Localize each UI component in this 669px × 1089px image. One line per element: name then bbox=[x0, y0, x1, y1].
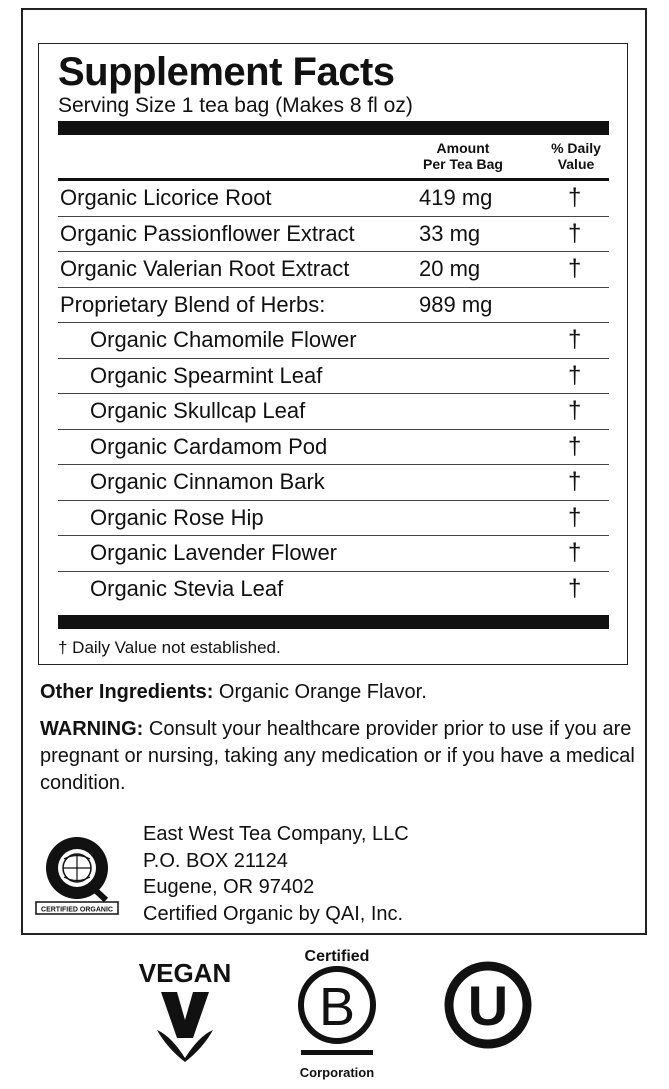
ingredient-name: Organic Valerian Root Extract bbox=[60, 256, 350, 281]
ingredient-name: Organic Cardamom Pod bbox=[90, 433, 328, 459]
ingredient-amount: 33 mg bbox=[419, 220, 481, 246]
company-address bbox=[143, 821, 409, 927]
vegan-label: VEGAN bbox=[138, 958, 232, 988]
certifier-line: Certified Organic by QAI, Inc. bbox=[143, 902, 404, 925]
ingredient-name: Proprietary Blend of Herbs: bbox=[60, 291, 326, 317]
daily-value-dagger: † bbox=[568, 184, 582, 211]
other-ingredients-text: Organic Orange Flavor. bbox=[213, 681, 427, 703]
warning-text: Consult your healthcare provider prior to use if you are pregnant or nursing, taking any medication or if you have a medical condition. bbox=[40, 718, 635, 794]
daily-value-dagger: † bbox=[568, 574, 582, 602]
daily-value-dagger: † bbox=[568, 219, 582, 247]
company-name: East West Tea Company, LLC bbox=[143, 823, 409, 845]
dv-header-line1: % Daily bbox=[551, 140, 601, 156]
daily-value-dagger: † bbox=[568, 468, 582, 495]
ingredient-amount: 20 mg bbox=[419, 256, 481, 281]
other-ingredients bbox=[40, 680, 640, 704]
table-row bbox=[58, 394, 609, 430]
supplement-facts-title: Supplement Facts bbox=[58, 50, 395, 94]
po-box: P.O. BOX 21124 bbox=[143, 849, 288, 872]
table-row bbox=[58, 430, 609, 466]
svg-text:B: B bbox=[318, 977, 356, 1037]
ingredient-name: Organic Rose Hip bbox=[90, 504, 264, 530]
daily-value-dagger: † bbox=[568, 397, 582, 424]
ingredient-name: Organic Stevia Leaf bbox=[90, 575, 284, 601]
ingredient-name: Organic Cinnamon Bark bbox=[90, 469, 325, 494]
daily-value-dagger: † bbox=[568, 432, 582, 460]
table-row bbox=[58, 536, 609, 572]
ou-letter: U bbox=[467, 974, 509, 1037]
daily-value-dagger: † bbox=[568, 361, 582, 389]
serving-size: Serving Size 1 tea bag (Makes 8 fl oz) bbox=[58, 94, 413, 117]
bottom-divider-bar bbox=[58, 615, 609, 629]
table-row bbox=[58, 181, 609, 217]
daily-value-dagger: † bbox=[568, 255, 582, 282]
dv-header-line2: Value bbox=[557, 156, 595, 172]
ingredient-amount: 989 mg bbox=[419, 291, 493, 317]
amount-header-line1: Amount bbox=[436, 140, 490, 156]
table-row bbox=[58, 465, 609, 501]
bcorp-top-label: Certified bbox=[304, 948, 370, 965]
qai-caption: CERTIFIED ORGANIC bbox=[41, 906, 113, 914]
warning-label: WARNING: bbox=[40, 718, 144, 740]
ingredient-name: Organic Licorice Root bbox=[60, 185, 272, 210]
bcorp-bottom-label: Corporation bbox=[299, 1065, 375, 1080]
ingredient-name: Organic Lavender Flower bbox=[90, 540, 338, 565]
table-row bbox=[58, 501, 609, 537]
table-row bbox=[58, 217, 609, 253]
ingredient-name: Organic Spearmint Leaf bbox=[90, 362, 323, 388]
ingredient-name: Organic Passionflower Extract bbox=[60, 220, 355, 246]
vegan-logo bbox=[135, 958, 235, 1063]
city-state-zip: Eugene, OR 97402 bbox=[143, 876, 315, 898]
amount-column-header bbox=[418, 140, 508, 172]
ingredient-name: Organic Chamomile Flower bbox=[90, 327, 357, 352]
warning-statement bbox=[40, 716, 640, 797]
daily-value-dagger: † bbox=[568, 326, 582, 353]
table-row bbox=[58, 323, 609, 359]
table-row bbox=[58, 572, 609, 608]
daily-value-footnote: † Daily Value not established. bbox=[58, 638, 281, 657]
ou-kosher-logo bbox=[443, 960, 533, 1050]
daily-value-dagger: † bbox=[568, 539, 582, 566]
b-corp-logo bbox=[296, 945, 378, 1080]
daily-value-dagger: † bbox=[568, 503, 582, 531]
ingredient-amount: 419 mg bbox=[419, 185, 493, 210]
qai-certified-organic-logo bbox=[34, 832, 120, 916]
daily-value-column-header bbox=[540, 140, 612, 172]
other-ingredients-label: Other Ingredients: bbox=[40, 681, 214, 703]
table-row bbox=[58, 252, 609, 288]
table-row bbox=[58, 288, 609, 324]
table-row bbox=[58, 359, 609, 395]
top-divider-bar bbox=[58, 121, 609, 135]
ingredient-name: Organic Skullcap Leaf bbox=[90, 398, 306, 423]
amount-header-line2: Per Tea Bag bbox=[423, 156, 503, 172]
